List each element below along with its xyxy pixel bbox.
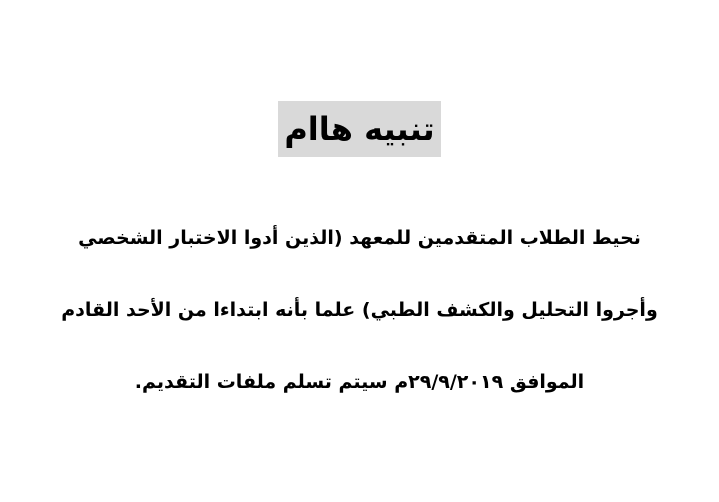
notice-body-line-2: وأجروا التحليل والكشف الطبي) علما بأنه ابتداءا من الأحد القادم (61, 299, 658, 321)
notice-title-wrap (0, 101, 719, 157)
notice-body-line-3: الموافق ٢٩/٩/٢٠١٩م سيتم تسلم ملفات التقديم. (134, 371, 585, 393)
notice-body-line-1: نحيط الطلاب المتقدمين للمعهد (الذين أدوا الاختبار الشخصي (78, 227, 641, 249)
notice-title: تنبيه هاام (278, 101, 440, 157)
